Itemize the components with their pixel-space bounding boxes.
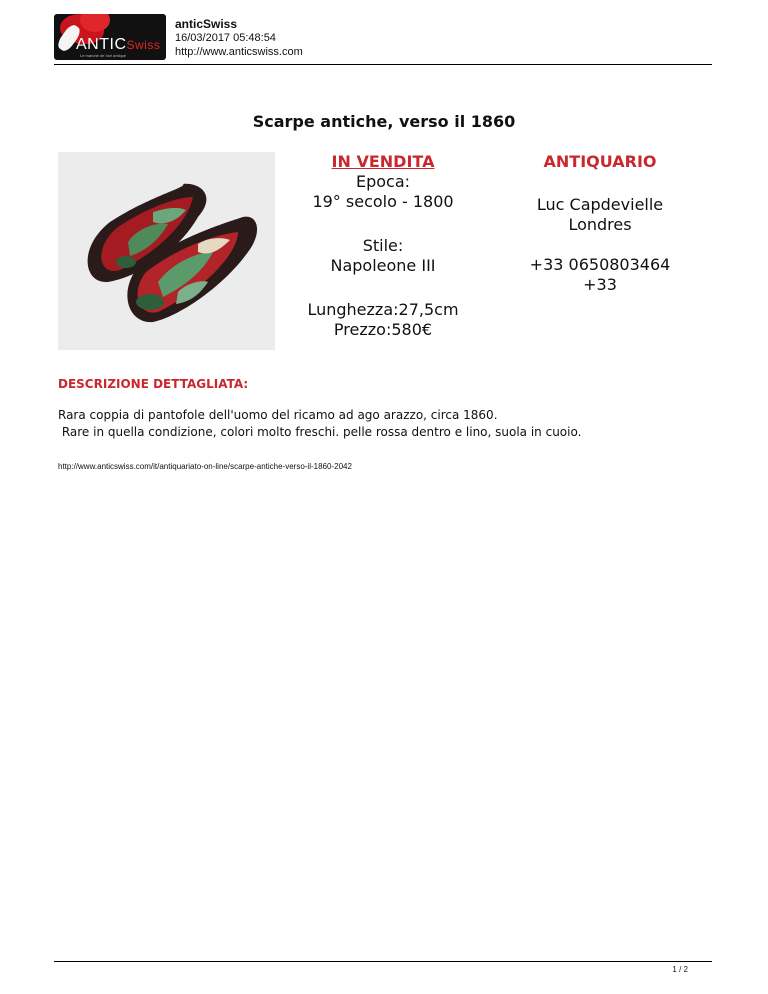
page-title: Scarpe antiche, verso il 1860 — [252, 112, 516, 131]
anticswiss-logo — [54, 14, 166, 60]
dealer-details — [500, 152, 700, 295]
for-sale-link[interactable]: IN VENDITA — [331, 152, 435, 171]
style-label: Stile: — [362, 236, 404, 255]
slippers-photo-icon — [58, 152, 275, 350]
logo-text-accent: Swiss — [126, 38, 161, 52]
site-name: anticSwiss — [175, 17, 238, 31]
style-value: Napoleone III — [330, 256, 436, 275]
epoch-value: 19° secolo - 1800 — [312, 192, 454, 211]
dealer-phone-secondary: +33 — [583, 275, 617, 294]
site-url[interactable]: http://www.anticswiss.com — [175, 46, 303, 58]
description-heading: DESCRIZIONE DETTAGLIATA: — [58, 377, 249, 391]
spacer — [268, 276, 498, 296]
dealer-phone: +33 0650803464 — [529, 255, 671, 274]
description-text — [58, 407, 718, 441]
item-url[interactable]: http://www.anticswiss.com/it/antiquariato-on-line/scarpe-antiche-verso-il-1860-2042 — [58, 462, 352, 471]
logo-wordmark — [76, 36, 160, 54]
epoch-label: Epoca: — [355, 172, 411, 191]
product-photo — [58, 152, 275, 350]
header-divider — [54, 64, 712, 65]
dealer-city: Londres — [568, 215, 632, 234]
print-timestamp: 16/03/2017 05:48:54 — [175, 32, 276, 44]
price-value: Prezzo:580€ — [333, 320, 433, 339]
spacer — [500, 172, 700, 192]
page-number: 1 / 2 — [672, 965, 688, 974]
footer-divider — [54, 961, 712, 962]
logo-tagline: Le marché de l'art antique — [80, 53, 127, 58]
length-value: Lunghezza:27,5cm — [307, 300, 459, 319]
sale-details — [268, 152, 498, 340]
description-line: Rare in quella condizione, colori molto freschi. pelle rossa dentro e lino, suola in cuoio. — [58, 425, 582, 439]
description-line: Rara coppia di pantofole dell'uomo del ricamo ad ago arazzo, circa 1860. — [58, 408, 498, 422]
logo-text-main: ANTIC — [76, 36, 127, 53]
spacer — [500, 235, 700, 255]
header-info — [175, 17, 303, 59]
dealer-name: Luc Capdevielle — [536, 195, 664, 214]
spacer — [268, 212, 498, 232]
dealer-heading: ANTIQUARIO — [543, 152, 657, 171]
